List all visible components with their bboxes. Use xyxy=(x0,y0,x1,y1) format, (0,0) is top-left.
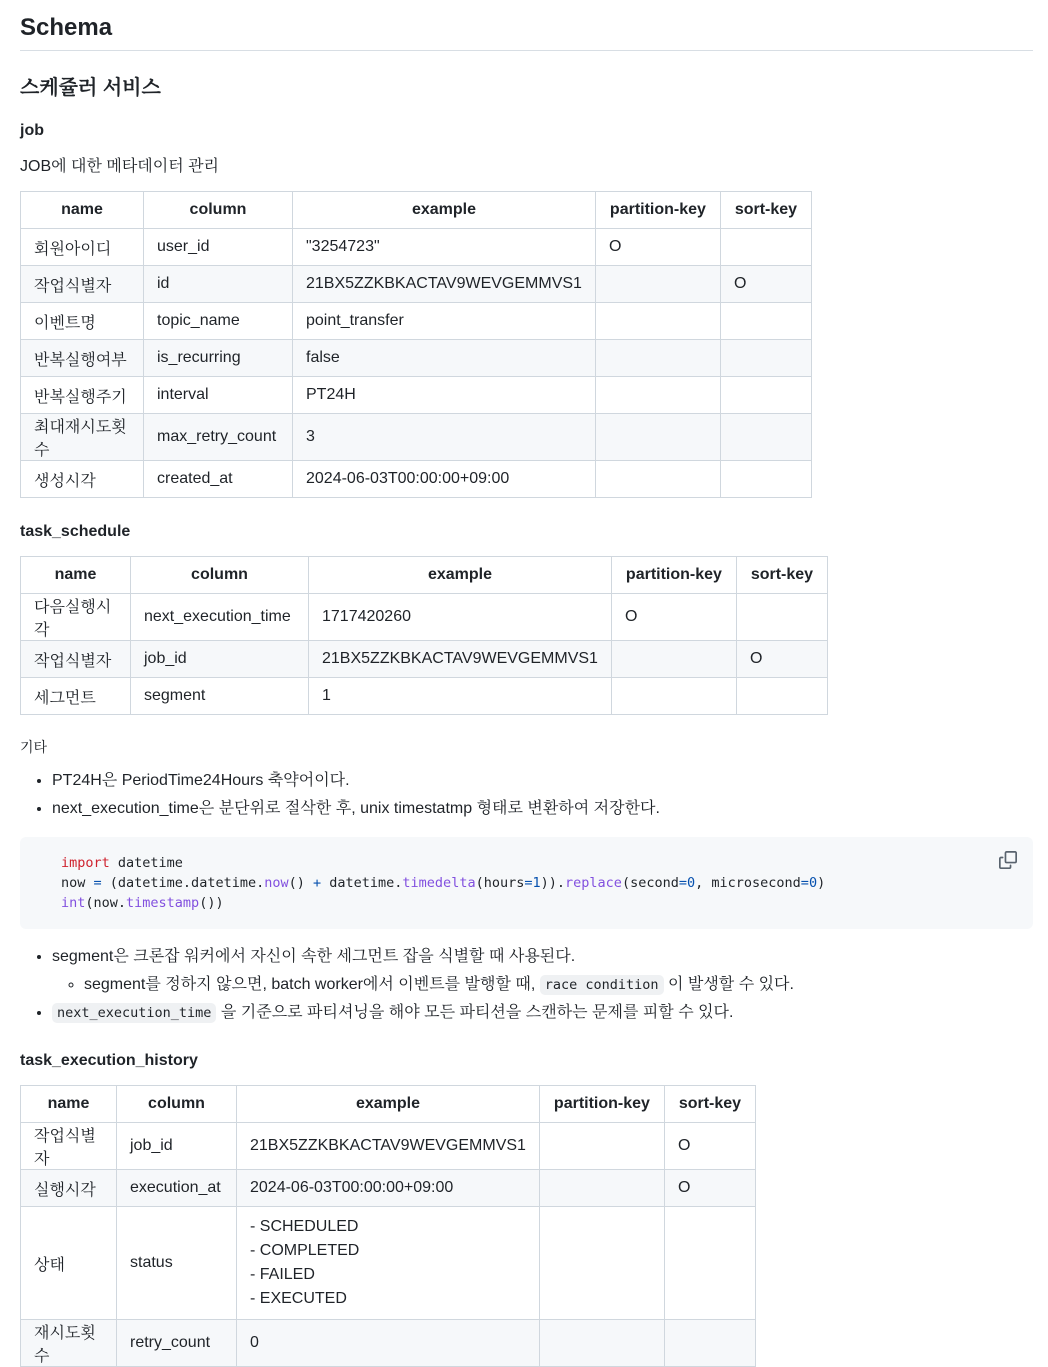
cell-partition-key xyxy=(595,377,720,414)
cell-partition-key xyxy=(595,461,720,498)
cell-name: 반복실행여부 xyxy=(21,340,144,377)
code-token: = xyxy=(524,875,533,891)
list-item: • PT24H은 PeriodTime24Hours 축약어이다. xyxy=(52,767,1033,795)
misc-label: 기타 xyxy=(20,739,48,755)
task-execution-history-heading: task_execution_history xyxy=(20,1052,198,1069)
misc-list xyxy=(20,767,1033,823)
table-row xyxy=(21,229,812,266)
cell-sort-key xyxy=(664,1320,755,1367)
cell-sort-key: O xyxy=(720,266,811,303)
code-token: + xyxy=(313,875,322,891)
code-token: replace xyxy=(565,875,622,891)
cell-column: id xyxy=(144,266,293,303)
code-block xyxy=(20,837,1033,929)
cell-name: 실행시각 xyxy=(21,1170,117,1207)
header-sort-key: sort-key xyxy=(664,1086,755,1123)
cell-column: is_recurring xyxy=(144,340,293,377)
status-value: - FAILED xyxy=(250,1266,315,1283)
cell-example: point_transfer xyxy=(293,303,596,340)
cell-name: 생성시각 xyxy=(21,461,144,498)
cell-partition-key: O xyxy=(595,229,720,266)
cell-partition-key xyxy=(539,1320,664,1367)
table-row xyxy=(21,1207,756,1320)
sub-list-item xyxy=(84,971,1033,999)
cell-name: 작업식별자 xyxy=(21,266,144,303)
cell-partition-key xyxy=(595,414,720,461)
job-description: JOB에 대한 메타데이터 관리 xyxy=(20,158,220,175)
table-row xyxy=(21,1320,756,1367)
header-partition-key: partition-key xyxy=(611,557,736,594)
header-name: name xyxy=(21,557,131,594)
sub-list xyxy=(52,971,1033,999)
header-example: example xyxy=(237,1086,540,1123)
notes-list xyxy=(20,943,1033,1027)
cell-example: 21BX5ZZKBKACTAV9WEVGEMMVS1 xyxy=(237,1123,540,1170)
code-token: datetime. xyxy=(321,875,403,891)
code-token: timestamp xyxy=(126,895,200,911)
code-token: int xyxy=(61,895,86,911)
code-token: (datetime.datetime. xyxy=(101,875,265,891)
cell-column: max_retry_count xyxy=(144,414,293,461)
job-table xyxy=(20,191,812,498)
cell-example: PT24H xyxy=(293,377,596,414)
cell-name: 반복실행주기 xyxy=(21,377,144,414)
cell-example xyxy=(237,1207,540,1320)
table-row xyxy=(21,594,828,641)
cell-name: 다음실행시각 xyxy=(21,594,131,641)
cell-partition-key: O xyxy=(611,594,736,641)
cell-sort-key xyxy=(720,303,811,340)
copy-icon[interactable] xyxy=(999,851,1017,869)
cell-example: 21BX5ZZKBKACTAV9WEVGEMMVS1 xyxy=(309,641,612,678)
cell-sort-key xyxy=(720,377,811,414)
cell-name: 작업식별자 xyxy=(21,641,131,678)
job-heading: job xyxy=(20,122,44,139)
table-row xyxy=(21,461,812,498)
code-token: , microsecond xyxy=(695,875,801,891)
code-token: = xyxy=(800,875,809,891)
list-item-text: segment은 크론잡 워커에서 자신이 속한 세그먼트 잡을 식별할 때 사용된다. xyxy=(52,948,576,965)
code-token: timedelta xyxy=(402,875,476,891)
cell-name: 이벤트명 xyxy=(21,303,144,340)
cell-example: 2024-06-03T00:00:00+09:00 xyxy=(237,1170,540,1207)
table-row xyxy=(21,266,812,303)
cell-partition-key xyxy=(595,266,720,303)
code-token: 0 xyxy=(808,875,818,891)
task-schedule-heading: task_schedule xyxy=(20,523,131,540)
code-token: ) xyxy=(817,875,826,891)
cell-partition-key xyxy=(539,1123,664,1170)
header-column: column xyxy=(117,1086,237,1123)
cell-name: 회원아이디 xyxy=(21,229,144,266)
header-partition-key: partition-key xyxy=(595,192,720,229)
code-token: (second xyxy=(621,875,679,891)
code-token: now xyxy=(61,875,94,891)
cell-example: 2024-06-03T00:00:00+09:00 xyxy=(293,461,596,498)
code-token: now xyxy=(264,875,289,891)
cell-partition-key xyxy=(539,1207,664,1320)
cell-sort-key: O xyxy=(736,641,827,678)
status-value: - SCHEDULED xyxy=(250,1218,359,1235)
inline-code: race condition xyxy=(540,975,664,995)
cell-sort-key xyxy=(736,678,827,715)
code-token: (now. xyxy=(85,895,127,911)
table-header-row xyxy=(21,1086,756,1123)
header-column: column xyxy=(144,192,293,229)
cell-partition-key xyxy=(595,340,720,377)
cell-sort-key: O xyxy=(664,1170,755,1207)
cell-column: topic_name xyxy=(144,303,293,340)
code-content xyxy=(61,853,993,913)
header-name: name xyxy=(21,192,144,229)
code-token: 0 xyxy=(686,875,696,891)
cell-column: created_at xyxy=(144,461,293,498)
table-row xyxy=(21,377,812,414)
table-header-row xyxy=(21,557,828,594)
cell-column: user_id xyxy=(144,229,293,266)
cell-column: status xyxy=(117,1207,237,1320)
code-token: () xyxy=(288,875,313,891)
table-row xyxy=(21,303,812,340)
table-row xyxy=(21,678,828,715)
cell-name: 재시도횟수 xyxy=(21,1320,117,1367)
cell-sort-key xyxy=(664,1207,755,1320)
code-token: 1 xyxy=(532,875,541,891)
cell-example: false xyxy=(293,340,596,377)
cell-example: "3254723" xyxy=(293,229,596,266)
code-token: )). xyxy=(540,875,566,891)
cell-name: 세그먼트 xyxy=(21,678,131,715)
list-item xyxy=(52,999,1033,1027)
cell-sort-key: O xyxy=(664,1123,755,1170)
cell-sort-key xyxy=(720,461,811,498)
cell-column: job_id xyxy=(131,641,309,678)
list-item-text: 을 기준으로 파티셔닝을 해야 모든 파티션을 스캔하는 문제를 피할 수 있다. xyxy=(216,1004,734,1021)
cell-sort-key xyxy=(720,229,811,266)
cell-column: retry_count xyxy=(117,1320,237,1367)
table-row xyxy=(21,1123,756,1170)
list-item-text: segment를 정하지 않으면, batch worker에서 이벤트를 발행할 때, xyxy=(84,976,540,993)
cell-column: next_execution_time xyxy=(131,594,309,641)
cell-column: interval xyxy=(144,377,293,414)
cell-sort-key xyxy=(720,414,811,461)
code-token: = xyxy=(93,875,102,891)
cell-sort-key xyxy=(720,340,811,377)
header-example: example xyxy=(293,192,596,229)
cell-column: segment xyxy=(131,678,309,715)
list-item-text: 이 발생할 수 있다. xyxy=(663,976,794,993)
inline-code: next_execution_time xyxy=(52,1003,216,1023)
table-row xyxy=(21,414,812,461)
cell-column: execution_at xyxy=(117,1170,237,1207)
cell-partition-key xyxy=(595,303,720,340)
code-token: import xyxy=(61,855,110,871)
code-token: ()) xyxy=(199,895,224,911)
task-execution-history-table xyxy=(20,1085,756,1367)
list-item: • next_execution_time은 분단위로 절삭한 후, unix timestatmp 형태로 변환하여 저장한다. xyxy=(52,795,1033,823)
status-value: - EXECUTED xyxy=(250,1290,347,1307)
status-value: - COMPLETED xyxy=(250,1242,360,1259)
header-column: column xyxy=(131,557,309,594)
page-title: Schema xyxy=(20,0,1033,51)
section-title: 스케쥴러 서비스 xyxy=(20,77,161,99)
header-sort-key: sort-key xyxy=(720,192,811,229)
header-sort-key: sort-key xyxy=(736,557,827,594)
cell-name: 상태 xyxy=(21,1207,117,1320)
cell-partition-key xyxy=(611,641,736,678)
task-schedule-table xyxy=(20,556,828,715)
table-row xyxy=(21,1170,756,1207)
header-example: example xyxy=(309,557,612,594)
table-row xyxy=(21,340,812,377)
cell-partition-key xyxy=(611,678,736,715)
cell-name: 작업식별자 xyxy=(21,1123,117,1170)
header-partition-key: partition-key xyxy=(539,1086,664,1123)
cell-example: 1717420260 xyxy=(309,594,612,641)
cell-example: 1 xyxy=(309,678,612,715)
code-token: datetime xyxy=(109,855,183,871)
cell-example: 3 xyxy=(293,414,596,461)
code-token: = xyxy=(678,875,687,891)
list-item xyxy=(52,943,1033,999)
table-header-row xyxy=(21,192,812,229)
cell-column: job_id xyxy=(117,1123,237,1170)
code-token: (hours xyxy=(475,875,525,891)
header-name: name xyxy=(21,1086,117,1123)
cell-example: 21BX5ZZKBKACTAV9WEVGEMMVS1 xyxy=(293,266,596,303)
cell-name: 최대재시도횟수 xyxy=(21,414,144,461)
cell-partition-key xyxy=(539,1170,664,1207)
table-row xyxy=(21,641,828,678)
cell-sort-key xyxy=(736,594,827,641)
cell-example: 0 xyxy=(237,1320,540,1367)
